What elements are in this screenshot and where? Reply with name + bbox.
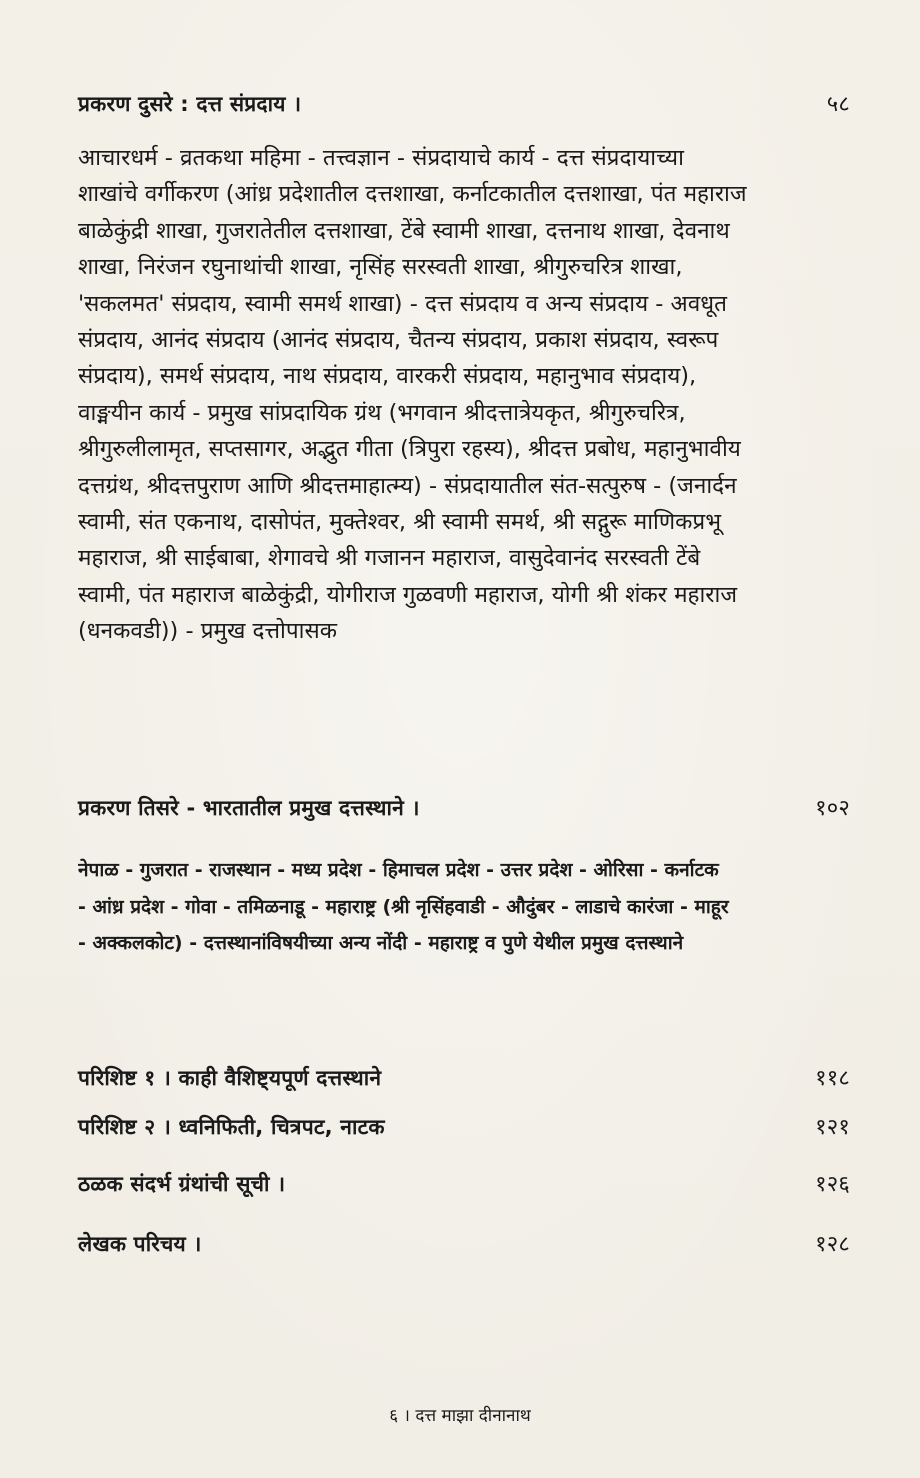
footer-separator: । [403,1406,410,1426]
chapter-3-line: - आंध्र प्रदेश - गोवा - तमिळनाडू - महाराष्ट्र (श्री नृसिंहवाडी - औदुंबर - लाडाचे कारंजा - माहूर [78,895,729,918]
appendix-2-page-number: १२१ [815,1115,850,1140]
references-page-number: १२६ [815,1172,850,1197]
chapter-2-line: स्वामी, संत एकनाथ, दासोपंत, मुक्तेश्वर, श्री स्वामी समर्थ, श्री सद्गुरू माणिकप्रभू [78,509,722,536]
references-title: ठळक संदर्भ ग्रंथांची सूची । [78,1172,286,1196]
toc-entry-chapter-2 [78,88,850,118]
footer-page-number: ६ [389,1406,399,1426]
chapter-2-line: शाखा, निरंजन रघुनाथांची शाखा, नृसिंह सरस्वती शाखा, श्रीगुरुचरित्र शाखा, [78,254,683,281]
chapter-2-line: 'सकलमत' संप्रदाय, स्वामी समर्थ शाखा) - दत्त संप्रदाय व अन्य संप्रदाय - अवधूत [78,290,727,317]
chapter-3-line: नेपाळ - गुजरात - राजस्थान - मध्य प्रदेश - हिमाचल प्रदेश - उत्तर प्रदेश - ओरिसा - कर्नाटक [78,859,719,881]
chapter-3-line: - अक्कलकोट) - दत्तस्थानांविषयीच्या अन्य नोंदी - महाराष्ट्र व पुणे येथील प्रमुख दत्तस्थाने [78,932,684,954]
chapter-2-title: प्रकरण दुसरे : दत्त संप्रदाय । [78,92,302,116]
chapter-2-line: संप्रदाय), समर्थ संप्रदाय, नाथ संप्रदाय, वारकरी संप्रदाय, महानुभाव संप्रदाय), [78,363,697,390]
toc-entry-author [78,1228,850,1258]
chapter-2-contents [78,140,848,650]
chapter-2-line: बाळेकुंद्री शाखा, गुजरातेतील दत्तशाखा, टेंबे स्वामी शाखा, दत्तनाथ शाखा, देवनाथ [78,217,730,244]
page-footer [0,1403,920,1426]
toc-entry-chapter-3 [78,792,850,822]
chapter-3-page-number: १०२ [815,796,850,821]
toc-entry-references [78,1168,850,1198]
chapter-2-line: संप्रदाय, आनंद संप्रदाय (आनंद संप्रदाय, चैतन्य संप्रदाय, प्रकाश संप्रदाय, स्वरूप [78,327,719,354]
appendix-1-page-number: ११८ [815,1066,850,1091]
toc-entry-appendix-1 [78,1062,850,1092]
author-page-number: १२८ [815,1232,850,1257]
chapter-2-line: श्रीगुरुलीलामृत, सप्तसागर, अद्भुत गीता (त्रिपुरा रहस्य), श्रीदत्त प्रबोध, महानुभावीय [78,436,741,463]
chapter-3-title: प्रकरण तिसरे - भारतातील प्रमुख दत्तस्थाने । [78,796,420,820]
footer-book-title: दत्त माझा दीनानाथ [415,1406,531,1426]
toc-entry-appendix-2 [78,1111,850,1141]
chapter-2-line: दत्तग्रंथ, श्रीदत्तपुराण आणि श्रीदत्तमाहात्म्य) - संप्रदायातील संत-सत्पुरुष - (जनार्दन [78,472,737,499]
chapter-2-line: (धनकवडी)) - प्रमुख दत्तोपासक [78,618,337,645]
appendix-1-title: परिशिष्ट १ । काही वैशिष्ट्यपूर्ण दत्तस्थाने [78,1066,382,1090]
chapter-2-line: स्वामी, पंत महाराज बाळेकुंद्री, योगीराज गुळवणी महाराज, योगी श्री शंकर महाराज [78,581,738,608]
author-title: लेखक परिचय । [78,1232,202,1256]
appendix-2-title: परिशिष्ट २ । ध्वनिफिती, चित्रपट, नाटक [78,1115,385,1139]
chapter-2-line: शाखांचे वर्गीकरण (आंध्र प्रदेशातील दत्तशाखा, कर्नाटकातील दत्तशाखा, पंत महाराज [78,181,747,208]
chapter-2-line: वाङ्मयीन कार्य - प्रमुख सांप्रदायिक ग्रंथ (भगवान श्रीदत्तात्रेयकृत, श्रीगुरुचरित्र, [78,399,686,426]
chapter-2-line: आचारधर्म - व्रतकथा महिमा - तत्त्वज्ञान - संप्रदायाचे कार्य - दत्त संप्रदायाच्या [78,145,684,171]
chapter-2-page-number: ५८ [826,92,850,117]
chapter-3-contents [78,852,853,962]
chapter-2-line: महाराज, श्री साईबाबा, शेगावचे श्री गजानन महाराज, वासुदेवानंद सरस्वती टेंबे [78,545,701,572]
